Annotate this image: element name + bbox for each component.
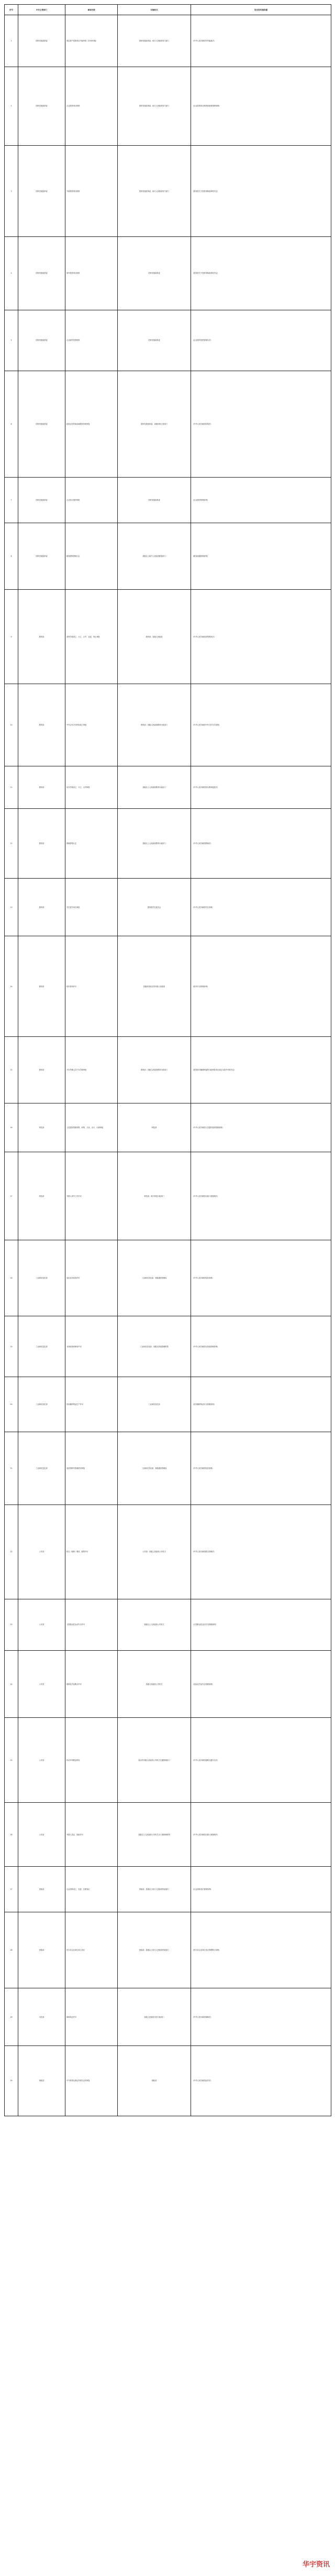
- table-row: [5, 1803, 331, 1867]
- table-row: [5, 237, 331, 310]
- row-number: 4: [5, 237, 18, 310]
- table-row: [5, 879, 331, 936]
- table-row: [5, 1651, 331, 1718]
- row-organ: 县级以上人民政府教育行政部门: [118, 766, 191, 808]
- table-row: [5, 1599, 331, 1651]
- row-number: 10: [5, 684, 18, 766]
- table-row: [5, 371, 331, 477]
- row-organ: 国家发展改革委；地方人民政府有关部门: [118, 146, 191, 237]
- row-organ: 公安部；省级人民政府公安机关: [118, 1505, 191, 1599]
- row-item: 枪支（弹药）制造、配售许可: [65, 1505, 118, 1599]
- table-row: [5, 1988, 331, 2046]
- row-basis: 《中华人民共和国道路交通安全法》: [191, 1717, 331, 1802]
- row-number: 2: [5, 67, 18, 146]
- row-item: 中介机构从事证券相关业务审批: [65, 2046, 118, 2116]
- row-basis: 《中华人民共和国证券法》: [191, 2046, 331, 2116]
- row-department: 公安部: [18, 1599, 65, 1651]
- row-basis: 《中华人民共和国价格法》: [191, 371, 331, 477]
- row-item: 开办外籍人员子女学校审批: [65, 1036, 118, 1103]
- row-basis: 《中华人民共和国枪支管理法》: [191, 1505, 331, 1599]
- table-row: [5, 1316, 331, 1377]
- watermark-text: 华宇资讯: [302, 2560, 330, 2568]
- row-item: 社会团体成立、变更、注销登记: [65, 1867, 118, 1912]
- row-basis: 《民办非企业单位登记管理暂行条例》: [191, 1912, 331, 1988]
- row-department: 科技部: [18, 1103, 65, 1152]
- row-basis: 《大型群众性活动安全管理条例》: [191, 1599, 331, 1651]
- table-row: [5, 2046, 331, 2116]
- row-basis: 《中华人民共和国出境入境管理法》: [191, 1803, 331, 1867]
- row-number: 1: [5, 15, 18, 67]
- row-organ: 省级人民政府司法行政部门: [118, 1988, 191, 2046]
- row-item: 人类遗传资源采集、收集、买卖、出口、出境审批: [65, 1103, 118, 1152]
- row-item: 电信业务经营许可: [65, 1240, 118, 1316]
- row-department: 教育部: [18, 879, 65, 936]
- row-number: 16: [5, 1103, 18, 1152]
- row-department: 公安部: [18, 1505, 65, 1599]
- table-row: [5, 936, 331, 1036]
- table-body: [5, 15, 331, 2116]
- permission-list: [4, 4, 331, 2116]
- row-organ: 科技部: [118, 1103, 191, 1152]
- row-number: 3: [5, 146, 18, 237]
- row-department: 财政部: [18, 2046, 65, 2116]
- permission-table: [4, 4, 331, 2116]
- row-basis: 《中华人民共和国中外合作办学条例》: [191, 684, 331, 766]
- row-basis: 《中华人民共和国民办教育促进法》: [191, 766, 331, 808]
- row-basis: 《校车安全管理条例》: [191, 936, 331, 1036]
- header-cell-number: 序号: [5, 5, 18, 15]
- row-item: 企业发行债券审批: [65, 477, 118, 523]
- row-department: 公安部: [18, 1651, 65, 1718]
- row-organ: 县级以上人民政府公安机关: [118, 1599, 191, 1651]
- row-item: 境外投资项目核准: [65, 237, 118, 310]
- row-organ: 县级以上人民政府教育行政部门: [118, 808, 191, 878]
- row-department: 工业和信息化部: [18, 1432, 65, 1505]
- row-number: 25: [5, 1717, 18, 1802]
- row-item: 学位授予单位审批: [65, 879, 118, 936]
- row-number: 6: [5, 371, 18, 477]
- row-item: 剧毒化学品购买许可: [65, 1651, 118, 1718]
- watermark-logo: [303, 2559, 330, 2569]
- row-organ: 科技部；地方科技行政部门: [118, 1152, 191, 1240]
- row-item: 外商投资项目核准: [65, 146, 118, 237]
- row-department: 民政部: [18, 1912, 65, 1988]
- table-row: [5, 1036, 331, 1103]
- row-basis: 《企业债券管理条例》: [191, 477, 331, 523]
- row-number: 29: [5, 1988, 18, 2046]
- table-row: [5, 1377, 331, 1432]
- row-basis: 《社会团体登记管理条例》: [191, 1867, 331, 1912]
- row-organ: 县级以上人民政府公安机关出入境管理机构: [118, 1803, 191, 1867]
- row-department: 国家发展改革委: [18, 67, 65, 146]
- row-organ: 工业和信息化部；省级通信管理局: [118, 1432, 191, 1505]
- row-number: 23: [5, 1599, 18, 1651]
- table-row: [5, 15, 331, 67]
- row-organ: 国家发展改革委；地方人民政府有关部门: [118, 67, 191, 146]
- row-department: 公安部: [18, 1803, 65, 1867]
- row-basis: 《国务院对确需保留的行政审批项目设定行政许可的决定》: [191, 1036, 331, 1103]
- row-organ: 国务院学位委员会: [118, 879, 191, 936]
- row-item: 政府定价的商品和服务价格审批: [65, 371, 118, 477]
- row-organ: 设区的市级人民政府公安机关交通管理部门: [118, 1717, 191, 1802]
- row-item: 校车使用许可: [65, 936, 118, 1036]
- row-basis: 《粮食流通管理条例》: [191, 523, 331, 590]
- row-organ: 教育部；省级人民政府: [118, 590, 191, 684]
- row-department: 教育部: [18, 590, 65, 684]
- row-basis: 《中华人民共和国人类遗传资源管理条例》: [191, 1103, 331, 1152]
- row-number: 24: [5, 1651, 18, 1718]
- row-item: 无线电频率使用许可: [65, 1316, 118, 1377]
- table-row: [5, 1717, 331, 1802]
- row-department: 工业和信息化部: [18, 1240, 65, 1316]
- row-basis: 《民用爆炸物品安全管理条例》: [191, 1377, 331, 1432]
- row-department: 国家发展改革委: [18, 237, 65, 310]
- row-department: 司法部: [18, 1988, 65, 2046]
- row-number: 11: [5, 766, 18, 808]
- row-department: 教育部: [18, 808, 65, 878]
- row-organ: 县级以上地方人民政府粮食部门: [118, 523, 191, 590]
- row-number: 13: [5, 879, 18, 936]
- row-department: 科技部: [18, 1152, 65, 1240]
- row-organ: 工业和信息化部；省级无线电管理机构: [118, 1316, 191, 1377]
- row-basis: 《国务院关于投资体制改革的决定》: [191, 146, 331, 237]
- row-basis: 《中华人民共和国电信条例》: [191, 1240, 331, 1316]
- row-organ: 财政部: [118, 2046, 191, 2116]
- table-row: [5, 808, 331, 878]
- row-number: 22: [5, 1505, 18, 1599]
- row-item: 粮食收购资格认定: [65, 523, 118, 590]
- row-number: 18: [5, 1240, 18, 1316]
- row-number: 8: [5, 523, 18, 590]
- row-item: 民办学校设立、分立、合并审批: [65, 766, 118, 808]
- row-number: 7: [5, 477, 18, 523]
- table-row: [5, 146, 331, 237]
- row-department: 国家发展改革委: [18, 15, 65, 67]
- row-item: 企业境外投资核准: [65, 310, 118, 371]
- table-row: [5, 684, 331, 766]
- row-basis: 《中华人民共和国高等教育法》: [191, 590, 331, 684]
- row-department: 教育部: [18, 766, 65, 808]
- row-number: 21: [5, 1432, 18, 1505]
- row-number: 14: [5, 936, 18, 1036]
- row-basis: 《企业投资项目核准和备案管理条例》: [191, 67, 331, 146]
- row-department: 教育部: [18, 1036, 65, 1103]
- row-basis: 《企业境外投资管理办法》: [191, 310, 331, 371]
- row-basis: 《中华人民共和国教师法》: [191, 808, 331, 878]
- row-item: 固定资产投资项目节能审查（2016年版）: [65, 15, 118, 67]
- row-organ: 教育部；省级人民政府教育行政部门: [118, 684, 191, 766]
- row-organ: 国家发展改革委: [118, 237, 191, 310]
- table-row: [5, 67, 331, 146]
- row-basis: 《国务院关于投资体制改革的决定》: [191, 237, 331, 310]
- row-number: 15: [5, 1036, 18, 1103]
- row-item: 中外合作办学机构设立审批: [65, 684, 118, 766]
- row-organ: 工业和信息化部: [118, 1377, 191, 1432]
- row-number: 9: [5, 590, 18, 684]
- row-item: 大型群众性活动安全许可: [65, 1599, 118, 1651]
- row-number: 12: [5, 808, 18, 878]
- row-basis: 《中华人民共和国出境入境管理法》: [191, 1152, 331, 1240]
- row-basis: 《中华人民共和国电信条例》: [191, 1432, 331, 1505]
- table-row: [5, 1505, 331, 1599]
- row-organ: 民政部；县级以上地方人民政府民政部门: [118, 1867, 191, 1912]
- row-item: 外国人签证、居留许可: [65, 1803, 118, 1867]
- header-cell-item: 事项名称: [65, 5, 118, 15]
- table-row: [5, 1103, 331, 1152]
- row-item: 高等学校设立、分立、合并、变更、终止审批: [65, 590, 118, 684]
- row-department: 国家发展改革委: [18, 477, 65, 523]
- row-department: 国家发展改革委: [18, 310, 65, 371]
- row-basis: 《中华人民共和国律师法》: [191, 1988, 331, 2046]
- table-row: [5, 1432, 331, 1505]
- row-item: 民办非企业单位成立登记: [65, 1912, 118, 1988]
- row-number: 19: [5, 1316, 18, 1377]
- row-organ: 教育部；省级人民政府教育行政部门: [118, 1036, 191, 1103]
- table-row: [5, 310, 331, 371]
- row-organ: 国家发展改革委；省级价格主管部门: [118, 371, 191, 477]
- row-item: 民用爆炸物品生产许可: [65, 1377, 118, 1432]
- header-cell-basis: 设定和实施依据: [191, 5, 331, 15]
- table-row: [5, 1152, 331, 1240]
- table-row: [5, 590, 331, 684]
- row-number: 17: [5, 1152, 18, 1240]
- row-organ: 县级或者设区的市级人民政府: [118, 936, 191, 1036]
- row-department: 工业和信息化部: [18, 1377, 65, 1432]
- row-organ: 国家发展改革委；地方人民政府有关部门: [118, 15, 191, 67]
- row-item: 企业投资项目核准: [65, 67, 118, 146]
- row-department: 国家发展改革委: [18, 146, 65, 237]
- row-basis: 《中华人民共和国节约能源法》: [191, 15, 331, 67]
- row-department: 教育部: [18, 684, 65, 766]
- row-organ: 工业和信息化部；省级通信管理局: [118, 1240, 191, 1316]
- row-number: 20: [5, 1377, 18, 1432]
- header-cell-department: 中央主管部门: [18, 5, 65, 15]
- row-item: 教师资格认定: [65, 808, 118, 878]
- row-organ: 民政部；县级以上地方人民政府民政部门: [118, 1912, 191, 1988]
- row-department: 国家发展改革委: [18, 523, 65, 590]
- table-row: [5, 477, 331, 523]
- row-department: 公安部: [18, 1717, 65, 1802]
- row-organ: 县级人民政府公安机关: [118, 1651, 191, 1718]
- row-number: 27: [5, 1867, 18, 1912]
- row-department: 民政部: [18, 1867, 65, 1912]
- row-number: 26: [5, 1803, 18, 1867]
- table-row: [5, 766, 331, 808]
- row-number: 28: [5, 1912, 18, 1988]
- row-basis: 《中华人民共和国学位条例》: [191, 879, 331, 936]
- row-number: 30: [5, 2046, 18, 2116]
- row-item: 律师执业许可: [65, 1988, 118, 2046]
- table-row: [5, 1912, 331, 1988]
- row-department: 教育部: [18, 936, 65, 1036]
- row-number: 5: [5, 310, 18, 371]
- row-department: 工业和信息化部: [18, 1316, 65, 1377]
- row-item: 机动车驾驶证核发: [65, 1717, 118, 1802]
- row-item: 电信网码号资源使用审批: [65, 1432, 118, 1505]
- table-row: [5, 523, 331, 590]
- table-header-row: [5, 5, 331, 15]
- row-department: 国家发展改革委: [18, 371, 65, 477]
- row-organ: 国家发展改革委: [118, 310, 191, 371]
- row-basis: 《危险化学品安全管理条例》: [191, 1651, 331, 1718]
- table-row: [5, 1240, 331, 1316]
- row-basis: 《中华人民共和国无线电管理条例》: [191, 1316, 331, 1377]
- header-cell-organ: 实施机关: [118, 5, 191, 15]
- row-organ: 国家发展改革委: [118, 477, 191, 523]
- table-row: [5, 1867, 331, 1912]
- row-item: 外国人来华工作许可: [65, 1152, 118, 1240]
